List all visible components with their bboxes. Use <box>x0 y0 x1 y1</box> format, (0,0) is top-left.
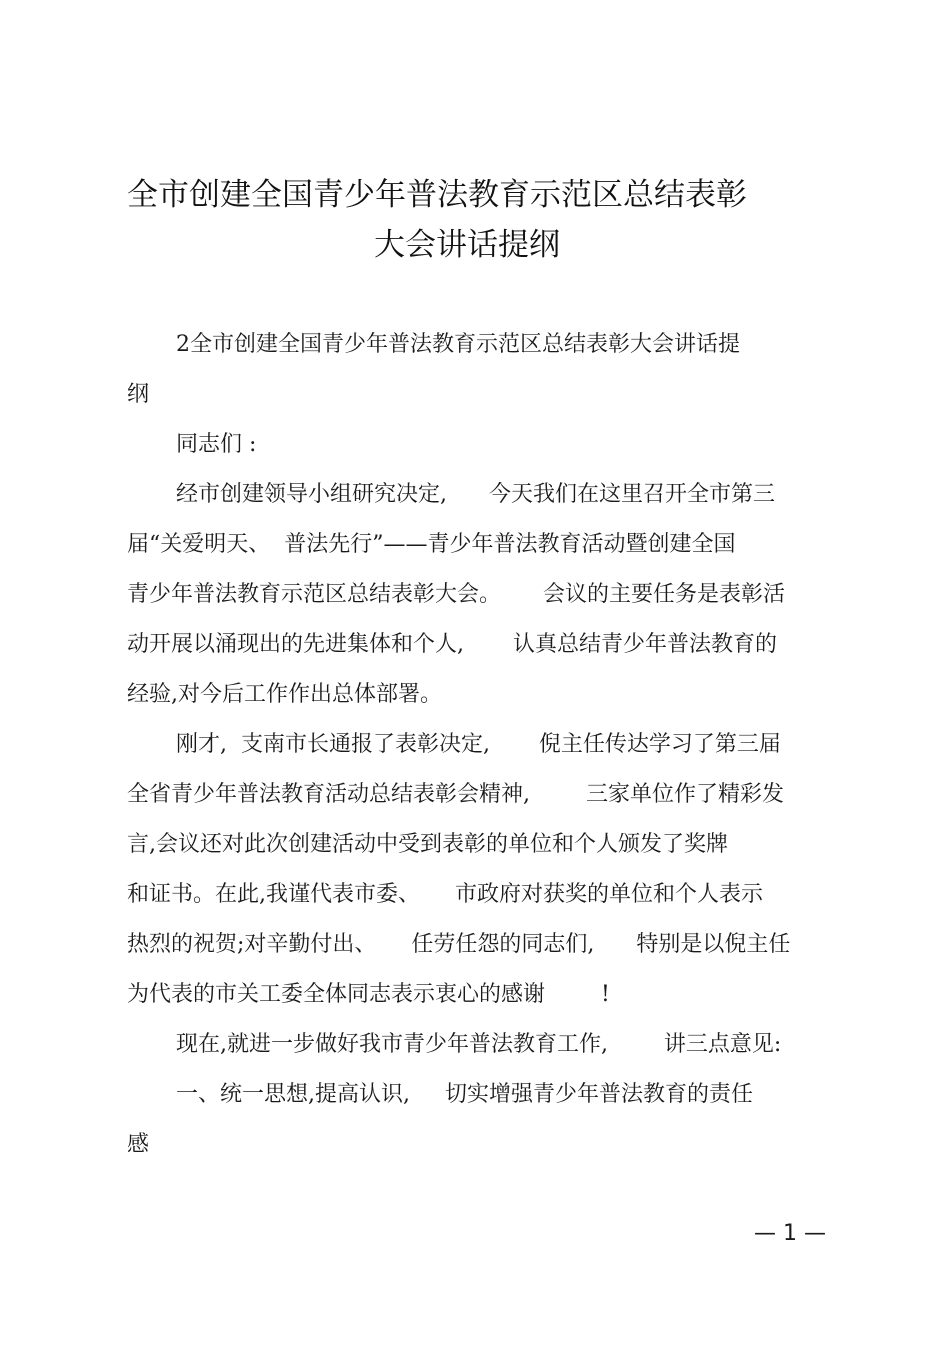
body-line: 和证书。在此,我谨代表市委、 市政府对获奖的单位和个人表示 <box>127 882 763 907</box>
page-number: — 1 — <box>754 1221 826 1246</box>
body-line: 刚才, 支南市长通报了表彰决定, 倪主任传达学习了第三届 <box>176 732 781 757</box>
body-line: 纲 <box>127 382 150 407</box>
body-line: 热烈的祝贺;对辛勤付出、 任劳任怨的同志们, 特别是以倪主任 <box>127 932 791 957</box>
document-title-line-1: 全市创建全国青少年普法教育示范区总结表彰 <box>127 177 747 213</box>
body-line: 感 <box>127 1132 150 1157</box>
body-line: 青少年普法教育示范区总结表彰大会。 会议的主要任务是表彰活 <box>127 582 785 607</box>
body-line: 现在,就进一步做好我市青少年普法教育工作, 讲三点意见: <box>176 1032 782 1057</box>
body-line: 2全市创建全国青少年普法教育示范区总结表彰大会讲话提 <box>176 332 740 357</box>
body-line: 一、统一思想,提高认识, 切实增强青少年普法教育的责任 <box>176 1082 753 1107</box>
body-line: 经市创建领导小组研究决定, 今天我们在这里召开全市第三 <box>176 482 775 507</box>
body-line: 为代表的市关工委全体同志表示衷心的感谢 ! <box>127 982 610 1007</box>
body-line: 经验,对今后工作作出总体部署。 <box>127 682 442 707</box>
body-line: 同志们 : <box>176 432 257 457</box>
document-title-line-2: 大会讲话提纲 <box>374 227 560 263</box>
body-line: 言,会议还对此次创建活动中受到表彰的单位和个人颁发了奖牌 <box>127 832 728 857</box>
body-line: 动开展以涌现出的先进集体和个人, 认真总结青少年普法教育的 <box>127 632 777 657</box>
body-line: 全省青少年普法教育活动总结表彰会精神, 三家单位作了精彩发 <box>127 782 784 807</box>
body-line: 届“关爱明天、 普法先行”——青少年普法教育活动暨创建全国 <box>127 532 736 557</box>
